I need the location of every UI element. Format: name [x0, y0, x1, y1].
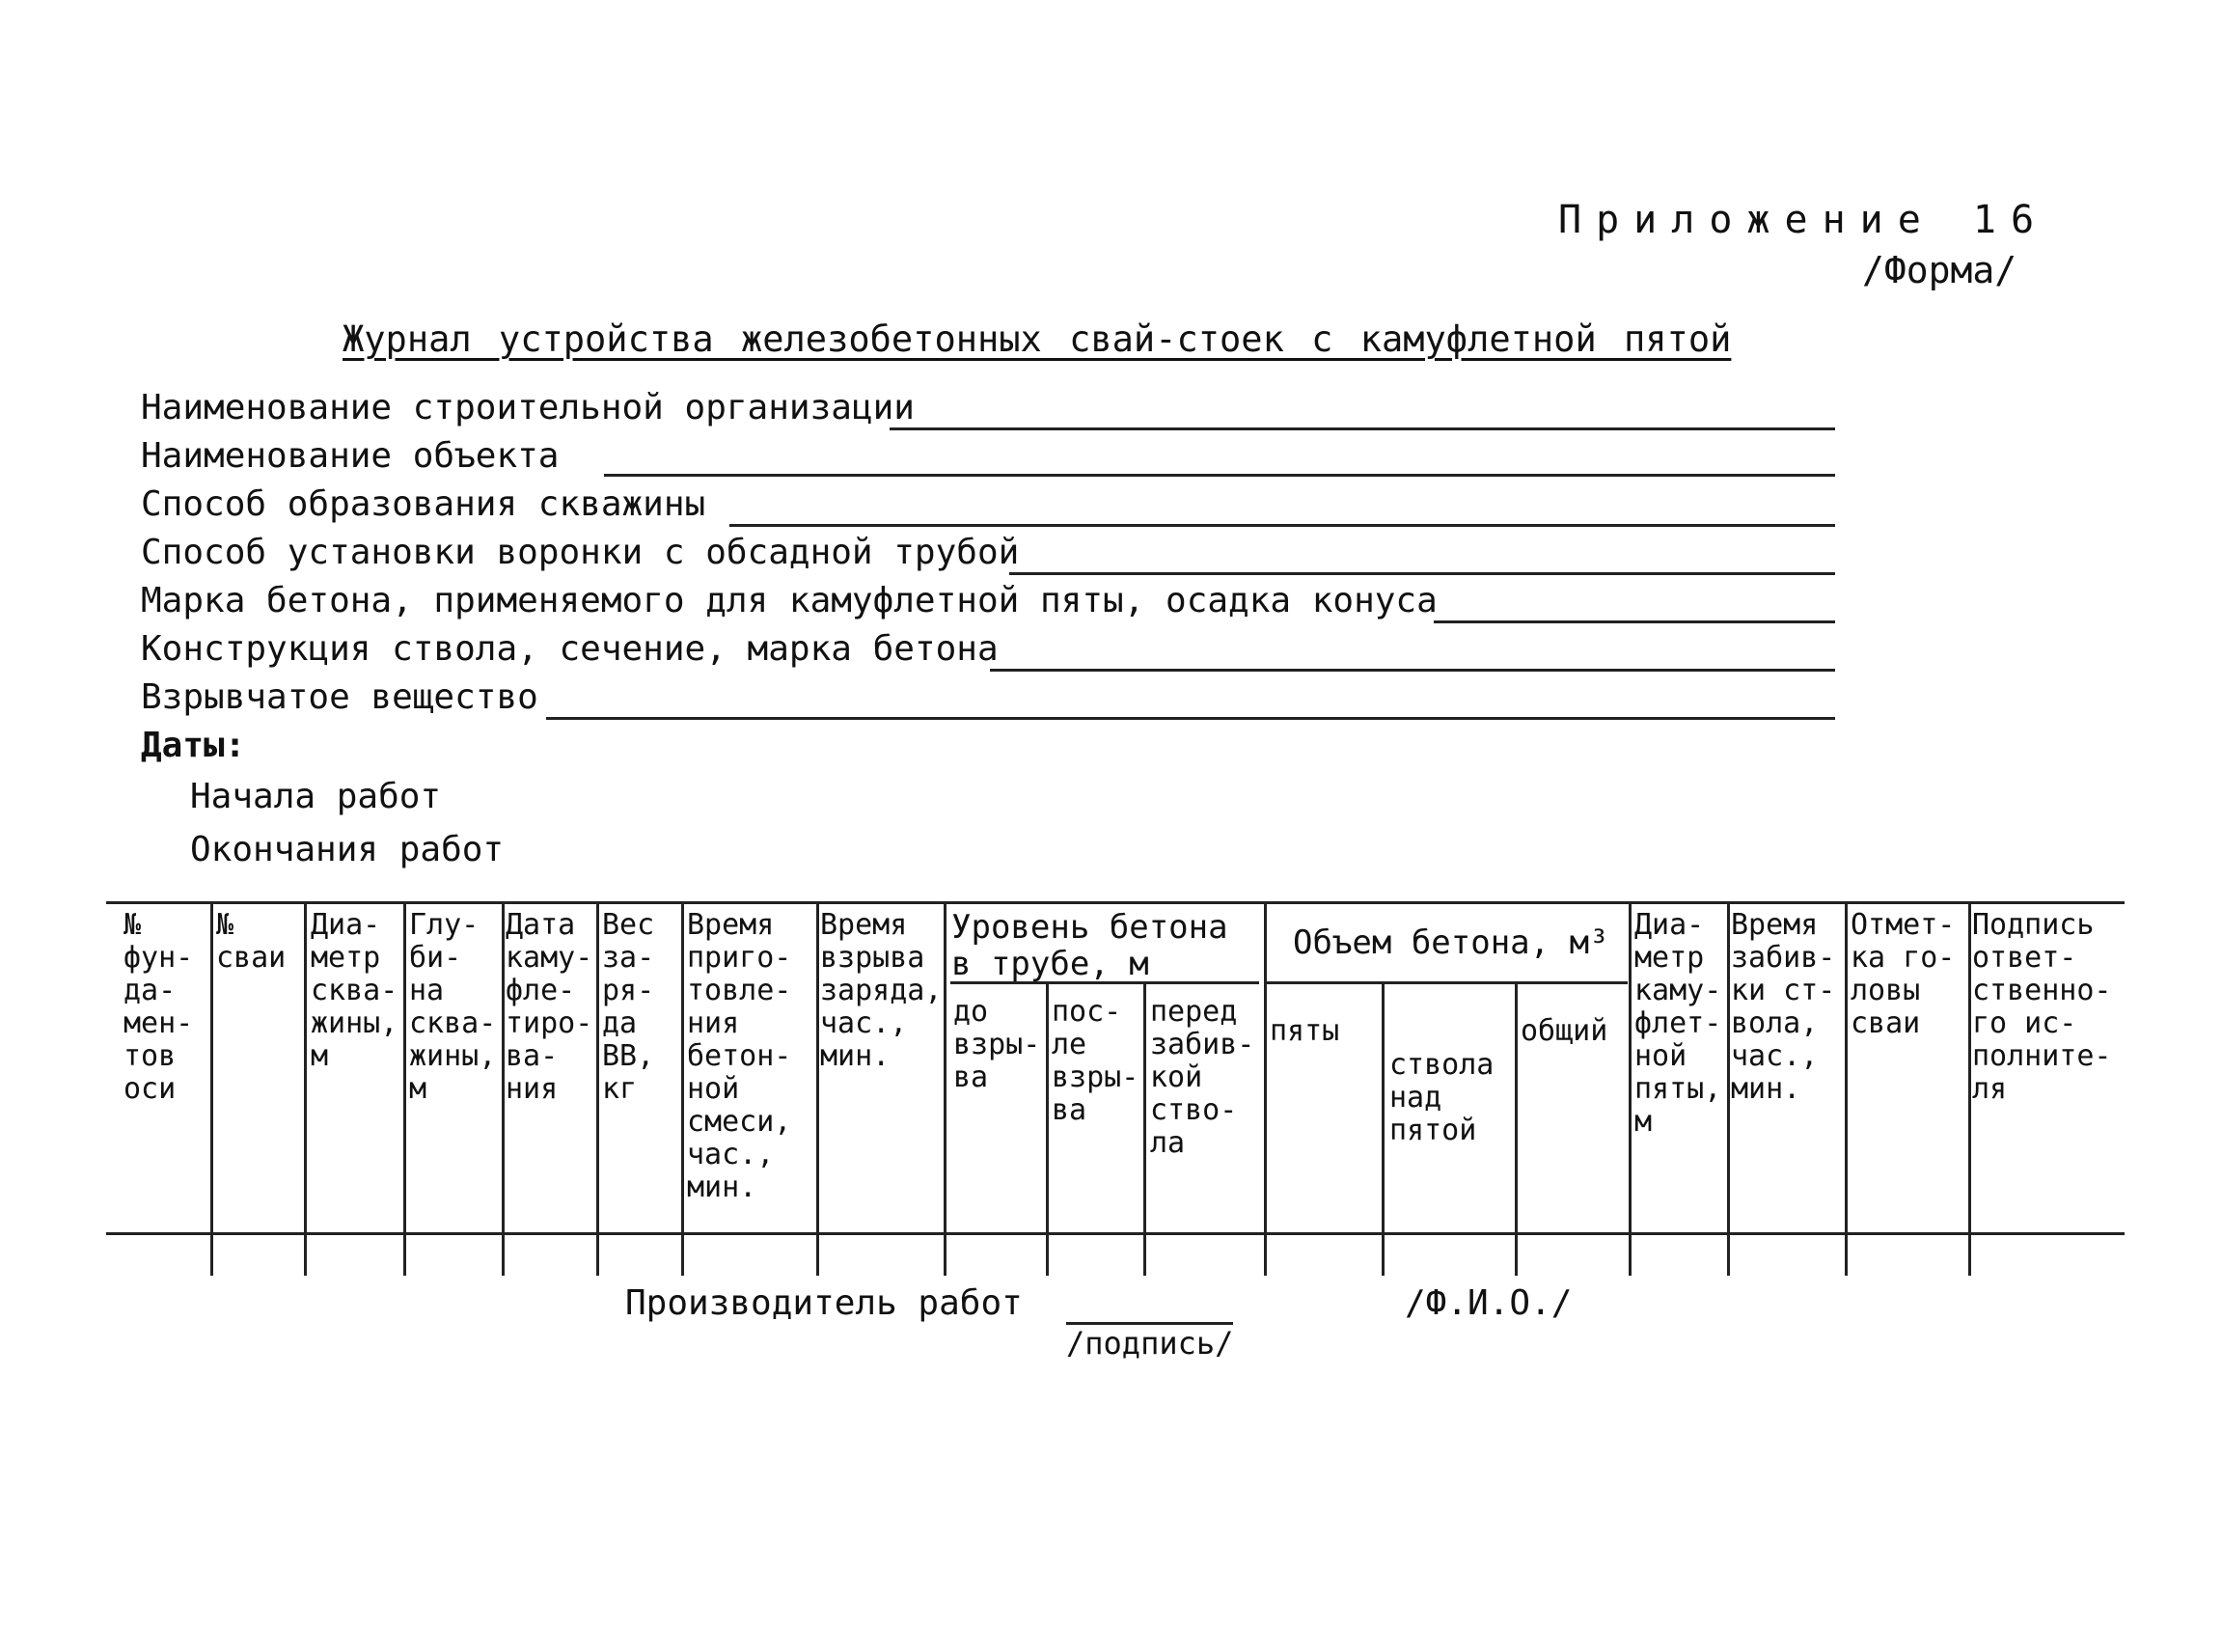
form-label: /Форма/: [1862, 249, 2017, 291]
col-mix-preparation-time-header: Время приго- товле- ния бетон- ной смеси, час., мин.: [687, 908, 792, 1204]
field-shaft-design-line: [990, 669, 1835, 672]
col-divider: [681, 901, 684, 1276]
col-divider: [1968, 901, 1971, 1276]
date-start-label: Начала работ: [190, 777, 442, 816]
col-charge-weight-header: Вес за- ря- да ВВ, кг: [602, 908, 655, 1106]
field-borehole-method-line: [729, 524, 1835, 527]
col-volume-total-header: общий: [1521, 1014, 1608, 1048]
signature-caption: /подпись/: [1066, 1322, 1233, 1362]
col-divider: [1143, 981, 1146, 1276]
col-level-before-driving-header: перед забив- кой ство- ла: [1150, 995, 1255, 1160]
field-funnel-method-label: Способ установки воронки с обсадной трубой: [141, 533, 1020, 572]
col-divider: [210, 901, 213, 1276]
col-camouflet-toe-diameter-header: Диа- метр каму- флет- ной пяты, м: [1634, 908, 1722, 1139]
field-borehole-method-label: Способ образования скважины: [141, 484, 706, 524]
field-explosive-line: [546, 717, 1835, 720]
col-level-before-blast-header: до взры- ва: [953, 995, 1041, 1094]
volume-group-divider: [1266, 981, 1628, 984]
col-divider: [1845, 901, 1848, 1276]
col-volume-shaft-header: ствола над пятой: [1389, 1048, 1495, 1147]
document-title: Журнал устройства железобетонных свай-стоек с камуфлетной пятой: [343, 318, 1732, 360]
col-divider: [1515, 981, 1518, 1276]
field-object-line: [604, 474, 1835, 477]
col-borehole-diameter-header: Диа- метр сква- жины, м: [311, 908, 398, 1073]
col-divider: [502, 901, 505, 1276]
col-shaft-driving-time-header: Время забив- ки ст- вола, час., мин.: [1731, 908, 1836, 1106]
field-concrete-grade-line: [1434, 620, 1835, 623]
col-pile-number-header: № сваи: [216, 908, 287, 975]
field-funnel-method-line: [1009, 572, 1835, 575]
col-divider: [304, 901, 307, 1276]
date-end-label: Окончания работ: [190, 830, 505, 869]
field-organization-line: [890, 427, 1835, 430]
col-responsible-signature-header: Подпись ответ- ственно- го ис- полните- ля: [1972, 908, 2112, 1106]
field-shaft-design-label: Конструкция ствола, сечение, марка бетона: [141, 629, 999, 669]
col-divider: [1629, 901, 1632, 1276]
table-top-border: [106, 901, 2125, 904]
col-foundation-axis-header: № фун- да- мен- тов оси: [123, 908, 194, 1106]
field-concrete-grade-label: Марка бетона, применяемого для камуфлетной пяты, осадка конуса: [141, 581, 1438, 620]
col-blast-time-header: Время взрыва заряда, час., мин.: [820, 908, 943, 1073]
col-level-after-blast-header: пос- ле взры- ва: [1052, 995, 1139, 1127]
field-explosive-label: Взрывчатое вещество: [141, 677, 538, 717]
col-divider: [1046, 981, 1049, 1276]
col-divider: [944, 901, 946, 1276]
dates-heading: Даты:: [141, 726, 246, 765]
col-concrete-level-group-header: Уровень бетона в трубе, м: [951, 908, 1228, 983]
col-concrete-volume-group-header: Объем бетона, м³: [1293, 923, 1609, 962]
col-divider: [1382, 981, 1385, 1276]
col-divider: [816, 901, 819, 1276]
col-volume-toe-header: пяты: [1270, 1014, 1340, 1048]
fio-caption: /Ф.И.О./: [1405, 1283, 1573, 1323]
table-header-bottom-border: [106, 1232, 2125, 1235]
col-pile-head-level-header: Отмет- ка го- ловы сваи: [1851, 908, 1956, 1040]
col-divider: [1727, 901, 1730, 1276]
producer-label: Производитель работ: [625, 1283, 1023, 1323]
appendix-label: Приложение 16: [1558, 198, 2049, 242]
col-camouflet-date-header: Дата каму- фле- тиро- ва- ния: [506, 908, 593, 1106]
col-divider: [596, 901, 599, 1276]
col-borehole-depth-header: Глу- би- на сква- жины, м: [409, 908, 497, 1106]
field-organization-label: Наименование строительной организации: [141, 388, 915, 427]
col-divider: [1264, 901, 1267, 1276]
col-divider: [403, 901, 406, 1276]
field-object-label: Наименование объекта: [141, 436, 560, 476]
